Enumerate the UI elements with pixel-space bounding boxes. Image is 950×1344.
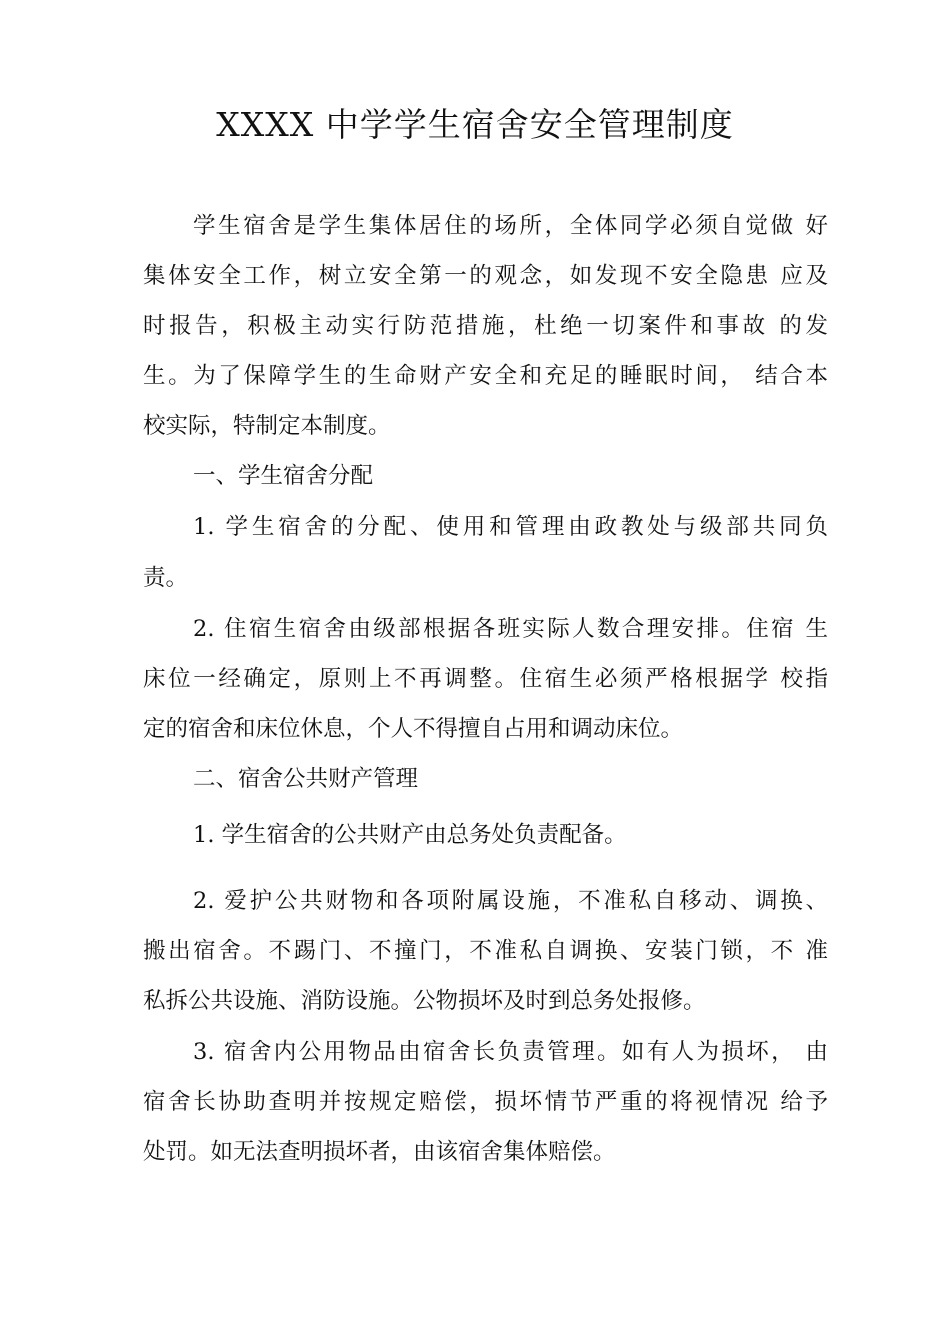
paragraph-line: 学生宿舍是学生集体居住的场所，全体同学必须自觉做 好 — [193, 213, 828, 239]
paragraph-line: 校实际，特制定本制度。 — [143, 413, 391, 439]
paragraph-line: 处罚。如无法查明损坏者，由该宿舍集体赔偿。 — [143, 1139, 616, 1165]
paragraph-line: 时报告，积极主动实行防范措施，杜绝一切案件和事故 的发 — [143, 313, 828, 339]
paragraph-line: 生。为了保障学生的生命财产安全和充足的睡眠时间， 结合本 — [143, 363, 828, 389]
paragraph-line: 1. 学生宿舍的分配、使用和管理由政教处与级部共同负 — [193, 514, 828, 540]
section-heading: 二、宿舍公共财产管理 — [193, 766, 419, 792]
paragraph-line: 1. 学生宿舍的公共财产由总务处负责配备。 — [193, 822, 627, 848]
paragraph-line: 集体安全工作，树立安全第一的观念，如发现不安全隐患 应及 — [143, 263, 828, 289]
paragraph-line: 宿舍长协助查明并按规定赔偿，损坏情节严重的将视情况 给予 — [143, 1089, 828, 1115]
paragraph-line: 床位一经确定，原则上不再调整。住宿生必须严格根据学 校指 — [143, 666, 828, 692]
paragraph-line: 责。 — [143, 565, 189, 591]
paragraph-line: 3. 宿舍内公用物品由宿舍长负责管理。如有人为损坏， 由 — [193, 1039, 828, 1065]
paragraph-line: 2. 住宿生宿舍由级部根据各班实际人数合理安排。住宿 生 — [193, 616, 828, 642]
section-heading: 一、学生宿舍分配 — [193, 463, 374, 489]
paragraph-line: 私拆公共设施、消防设施。公物损坏及时到总务处报修。 — [143, 988, 706, 1014]
paragraph-line: 搬出宿舍。不踢门、不撞门，不准私自调换、安装门锁，不 准 — [143, 938, 828, 964]
paragraph-line: 定的宿舍和床位休息，个人不得擅自占用和调动床位。 — [143, 716, 684, 742]
paragraph-line: 2. 爱护公共财物和各项附属设施，不准私自移动、调换、 — [193, 888, 828, 914]
document-title: XXXX 中学学生宿舍安全管理制度 — [216, 105, 734, 144]
